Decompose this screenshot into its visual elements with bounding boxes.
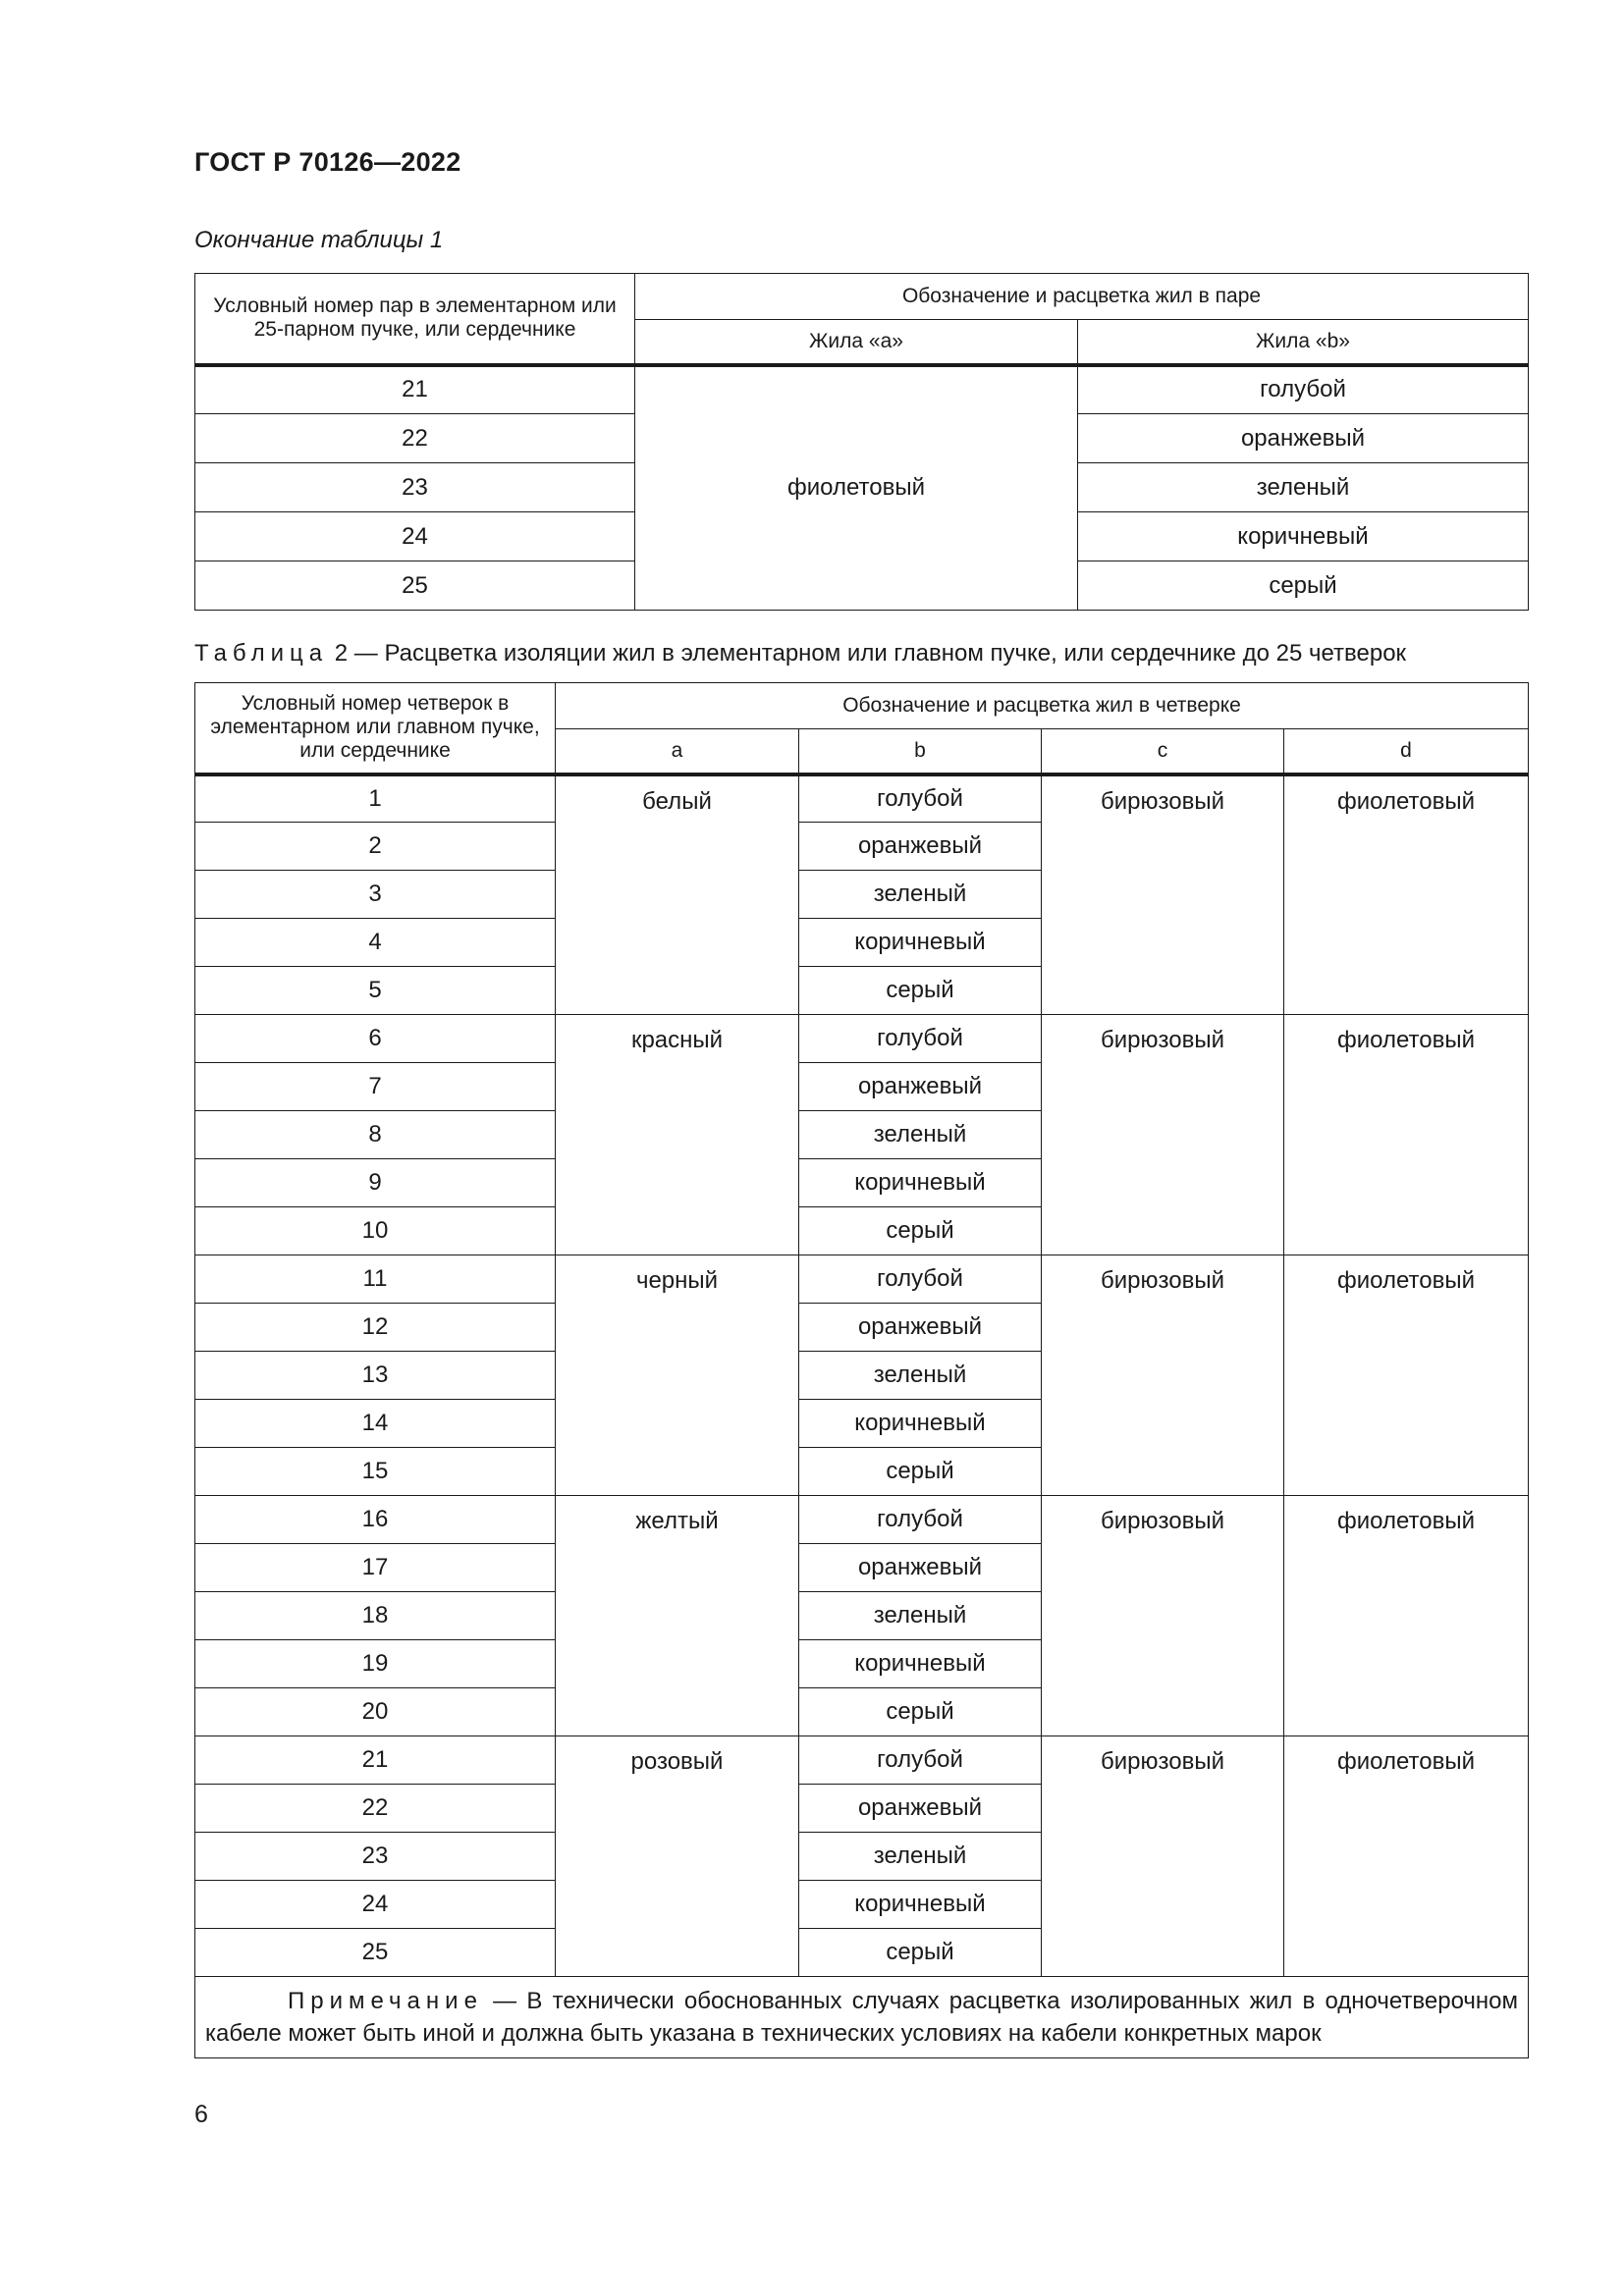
- t2-cell-b: голубой: [799, 1015, 1042, 1063]
- t2-cell-d: фиолетовый: [1284, 1736, 1529, 1977]
- table-row: [195, 774, 1529, 823]
- t1-cell-number: 21: [195, 365, 635, 414]
- t2-cell-b: зеленый: [799, 1352, 1042, 1400]
- t1-header-a: Жила «a»: [635, 320, 1078, 365]
- t2-cell-c: бирюзовый: [1042, 1736, 1284, 1977]
- t2-cell-number: 7: [195, 1063, 556, 1111]
- t1-cell-number: 25: [195, 561, 635, 611]
- t2-cell-a: черный: [556, 1255, 799, 1496]
- t2-cell-number: 6: [195, 1015, 556, 1063]
- t2-cell-number: 25: [195, 1929, 556, 1977]
- t2-cell-number: 23: [195, 1833, 556, 1881]
- t2-cell-number: 18: [195, 1592, 556, 1640]
- t2-cell-number: 20: [195, 1688, 556, 1736]
- t2-cell-b: оранжевый: [799, 1304, 1042, 1352]
- t1-header-b: Жила «b»: [1078, 320, 1529, 365]
- t1-cell-b: серый: [1078, 561, 1529, 611]
- t2-cell-a: желтый: [556, 1496, 799, 1736]
- t2-cell-b: коричневый: [799, 919, 1042, 967]
- t1-cell-b: коричневый: [1078, 512, 1529, 561]
- t2-cell-b: серый: [799, 967, 1042, 1015]
- t2-cell-number: 21: [195, 1736, 556, 1785]
- t2-cell-c: бирюзовый: [1042, 1255, 1284, 1496]
- t1-header-group: Обозначение и расцветка жил в паре: [635, 274, 1529, 320]
- table2-note: [195, 1977, 1529, 2058]
- t2-cell-number: 13: [195, 1352, 556, 1400]
- t2-cell-b: зеленый: [799, 1111, 1042, 1159]
- t2-cell-b: серый: [799, 1207, 1042, 1255]
- t2-cell-number: 2: [195, 823, 556, 871]
- t2-cell-b: коричневый: [799, 1400, 1042, 1448]
- t2-cell-b: серый: [799, 1688, 1042, 1736]
- table-1: [194, 273, 1529, 611]
- t1-cell-b: зеленый: [1078, 463, 1529, 512]
- t1-cell-a: фиолетовый: [635, 365, 1078, 611]
- t2-cell-b: оранжевый: [799, 1544, 1042, 1592]
- t2-cell-b: оранжевый: [799, 1063, 1042, 1111]
- t2-header-group: Обозначение и расцветка жил в четверке: [556, 683, 1529, 729]
- table2-caption: [194, 640, 1406, 667]
- t1-cell-number: 22: [195, 414, 635, 463]
- t1-header-number: Условный номер пар в элементарном или 25-парном пучке, или сердечнике: [195, 274, 635, 365]
- t2-header-d: d: [1284, 729, 1529, 774]
- table-row: [195, 1015, 1529, 1063]
- page-number: 6: [194, 2101, 208, 2128]
- t2-cell-number: 15: [195, 1448, 556, 1496]
- t2-cell-number: 10: [195, 1207, 556, 1255]
- t2-cell-b: голубой: [799, 1736, 1042, 1785]
- t2-cell-d: фиолетовый: [1284, 1015, 1529, 1255]
- t1-cell-number: 23: [195, 463, 635, 512]
- table-row: [195, 1496, 1529, 1544]
- t2-header-number: Условный номер четверок в элементарном или главном пучке, или сердечнике: [195, 683, 556, 774]
- t2-cell-b: оранжевый: [799, 823, 1042, 871]
- t2-cell-number: 12: [195, 1304, 556, 1352]
- note-text: — В технически обоснованных случаях расцветка изолированных жил в одночетверочном кабеле может быть иной и должна быть указана в технических условиях на кабели конкретных марок: [205, 1988, 1519, 2048]
- t2-cell-number: 19: [195, 1640, 556, 1688]
- t2-cell-b: серый: [799, 1929, 1042, 1977]
- t2-cell-c: бирюзовый: [1042, 1496, 1284, 1736]
- t2-header-c: c: [1042, 729, 1284, 774]
- t2-cell-number: 3: [195, 871, 556, 919]
- t2-cell-b: коричневый: [799, 1640, 1042, 1688]
- t2-cell-number: 14: [195, 1400, 556, 1448]
- t2-cell-number: 22: [195, 1785, 556, 1833]
- t2-cell-b: коричневый: [799, 1159, 1042, 1207]
- t2-cell-d: фиолетовый: [1284, 774, 1529, 1015]
- t2-cell-b: оранжевый: [799, 1785, 1042, 1833]
- t2-cell-number: 4: [195, 919, 556, 967]
- t2-cell-number: 24: [195, 1881, 556, 1929]
- t2-cell-d: фиолетовый: [1284, 1496, 1529, 1736]
- t2-cell-d: фиолетовый: [1284, 1255, 1529, 1496]
- t2-cell-b: серый: [799, 1448, 1042, 1496]
- t2-cell-number: 8: [195, 1111, 556, 1159]
- t2-cell-b: голубой: [799, 1496, 1042, 1544]
- note-label: Примечание: [288, 1988, 483, 2014]
- table1-continuation-title: Окончание таблицы 1: [194, 227, 444, 253]
- table-row: [195, 365, 1529, 414]
- table2-caption-text: 2 — Расцветка изоляции жил в элементарном или главном пучке, или сердечнике до 25 четверок: [334, 640, 1407, 667]
- document-code: ГОСТ Р 70126—2022: [194, 147, 461, 177]
- t2-cell-c: бирюзовый: [1042, 1015, 1284, 1255]
- t2-cell-number: 1: [195, 774, 556, 823]
- t2-cell-b: голубой: [799, 774, 1042, 823]
- t2-cell-number: 16: [195, 1496, 556, 1544]
- t1-cell-b: оранжевый: [1078, 414, 1529, 463]
- t2-cell-b: зеленый: [799, 1592, 1042, 1640]
- table-row: [195, 1255, 1529, 1304]
- t2-cell-a: красный: [556, 1015, 799, 1255]
- t2-cell-a: розовый: [556, 1736, 799, 1977]
- t1-cell-number: 24: [195, 512, 635, 561]
- t2-cell-number: 17: [195, 1544, 556, 1592]
- t2-cell-c: бирюзовый: [1042, 774, 1284, 1015]
- t1-cell-b: голубой: [1078, 365, 1529, 414]
- table-row: [195, 1736, 1529, 1785]
- t2-cell-a: белый: [556, 774, 799, 1015]
- t2-cell-number: 5: [195, 967, 556, 1015]
- t2-header-b: b: [799, 729, 1042, 774]
- t2-cell-number: 9: [195, 1159, 556, 1207]
- table-2: [194, 682, 1529, 2058]
- t2-cell-b: голубой: [799, 1255, 1042, 1304]
- t2-header-a: a: [556, 729, 799, 774]
- table2-caption-label: Таблица: [194, 640, 329, 667]
- t2-cell-b: зеленый: [799, 871, 1042, 919]
- t2-cell-b: коричневый: [799, 1881, 1042, 1929]
- t2-cell-b: зеленый: [799, 1833, 1042, 1881]
- t2-cell-number: 11: [195, 1255, 556, 1304]
